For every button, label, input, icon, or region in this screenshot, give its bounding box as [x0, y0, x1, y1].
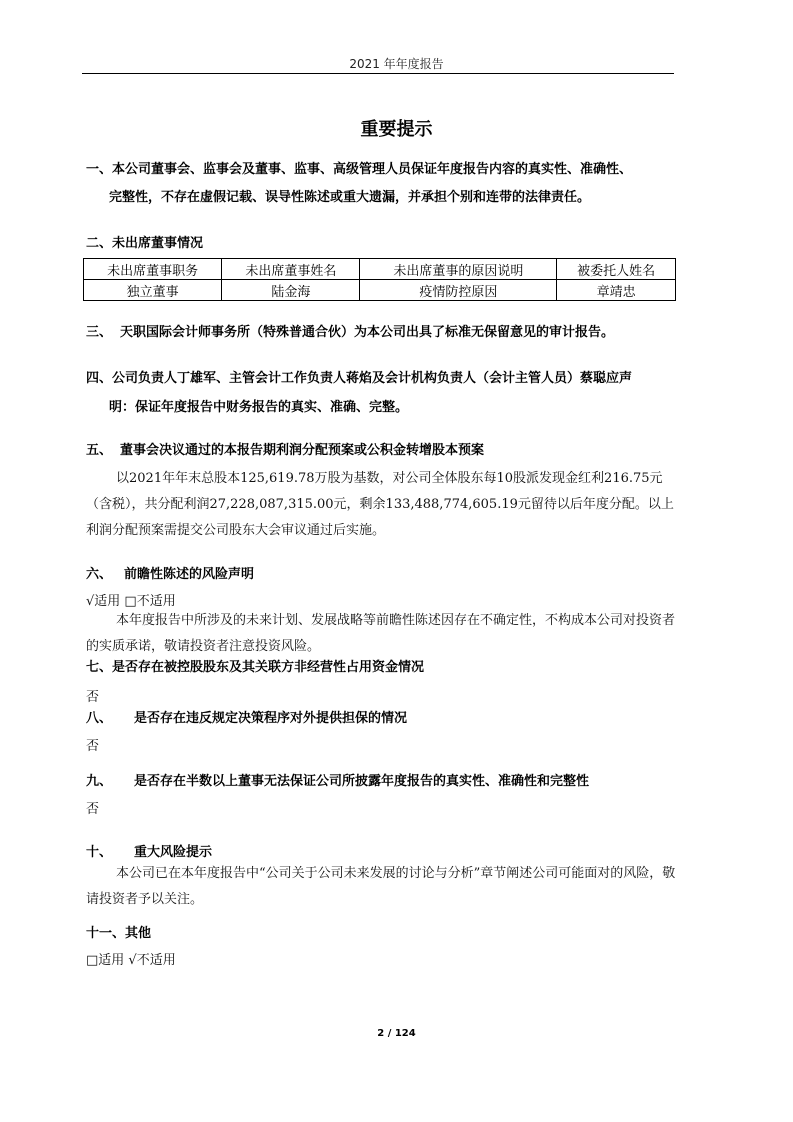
- section-6-applicability: √适用 □不适用: [86, 594, 176, 609]
- table-header-cell: 被委托人姓名: [557, 259, 676, 280]
- section-5-heading: [86, 439, 678, 458]
- section-10-title: 重大风险提示: [134, 845, 213, 860]
- table-header-cell: 未出席董事姓名: [222, 259, 360, 280]
- header-divider: [82, 73, 674, 74]
- section-1-line1: 本公司董事会、监事会及董事、监事、高级管理人员保证年度报告内容的真实性、准确性、: [112, 162, 633, 177]
- section-4-number: 四、: [86, 371, 113, 386]
- page-title: 重要提示: [360, 119, 433, 140]
- page-number: 2 / 124: [377, 1028, 416, 1039]
- table-cell: 章靖忠: [557, 280, 676, 301]
- absent-directors-table: [83, 258, 676, 301]
- section-7-number: 七、: [86, 660, 113, 675]
- section-11-number: 十一、: [86, 926, 126, 941]
- section-2-number: 二、: [86, 236, 113, 251]
- section-2-title: 未出席董事情况: [112, 236, 204, 251]
- table-header-cell: 未出席董事的原因说明: [360, 259, 557, 280]
- section-3-number: 三、: [86, 325, 113, 340]
- table-row: [84, 280, 676, 301]
- table-cell: 疫情防控原因: [360, 280, 557, 301]
- table-cell: 陆金海: [222, 280, 360, 301]
- section-3-heading: [86, 321, 678, 340]
- section-5-title: 董事会决议通过的本报告期利润分配预案或公积金转增股本预案: [120, 443, 485, 458]
- section-6-title: 前瞻性陈述的风险声明: [124, 567, 255, 582]
- section-9-answer: 否: [86, 802, 100, 817]
- section-10-number: 十、: [86, 845, 113, 860]
- section-4-line1: 公司负责人丁雄军、主管会计工作负责人蒋焰及会计机构负责人（会计主管人员）蔡聪应声: [112, 371, 633, 386]
- section-8-number: 八、: [86, 711, 113, 726]
- section-7-heading: [86, 656, 678, 675]
- section-10-heading: [86, 841, 678, 860]
- profit-distribution-text: 以2021年年末总股本125,619.78万股为基数，对公司全体股东每10股派发现金红利216.75元（含税），共分配利润27,228,087,315.00元，剩余133,488,774,605.19元留待以后年度分配。以上利润分配预案需提交公司股东大会审议通过后实施。: [86, 471, 674, 538]
- section-6-heading: [86, 563, 678, 582]
- section-4-line2: 明：保证年度报告中财务报告的真实、准确、完整。: [109, 400, 409, 415]
- section-5-number: 五、: [86, 443, 113, 458]
- section-11-title: 其他: [125, 926, 152, 941]
- section-7-title: 是否存在被控股股东及其关联方非经营性占用资金情况: [112, 660, 425, 675]
- section-1-line2: 完整性，不存在虚假记载、误导性陈述或重大遗漏，并承担个别和连带的法律责任。: [109, 190, 591, 205]
- section-8-answer: 否: [86, 739, 100, 754]
- section-8-heading: [86, 707, 678, 726]
- section-11-heading: [86, 922, 678, 941]
- table-header-cell: 未出席董事职务: [84, 259, 222, 280]
- table-cell: 独立董事: [84, 280, 222, 301]
- report-header-title: 2021 年年度报告: [349, 57, 444, 71]
- section-11-applicability: □适用 √不适用: [86, 953, 176, 968]
- section-2-heading: [86, 232, 678, 251]
- section-8-title: 是否存在违反规定决策程序对外提供担保的情况: [134, 711, 408, 726]
- section-9-heading: [86, 770, 678, 789]
- forward-looking-statement-text: 本年度报告中所涉及的未来计划、发展战略等前瞻性陈述因存在不确定性，不构成本公司对投资者的实质承诺，敬请投资者注意投资风险。: [86, 613, 676, 654]
- table-header-row: [84, 259, 676, 280]
- section-1-number: 一、: [86, 162, 113, 177]
- section-3-title: 天职国际会计师事务所（特殊普通合伙）为本公司出具了标准无保留意见的审计报告。: [120, 325, 615, 340]
- section-1-heading: [86, 158, 678, 177]
- section-4-heading: [86, 367, 678, 386]
- section-7-answer: 否: [86, 690, 100, 705]
- section-9-title: 是否存在半数以上董事无法保证公司所披露年度报告的真实性、准确性和完整性: [134, 774, 590, 789]
- section-9-number: 九、: [86, 774, 113, 789]
- section-6-number: 六、: [86, 567, 113, 582]
- major-risk-text: 本公司已在本年度报告中“公司关于公司未来发展的讨论与分析”章节阐述公司可能面对的风险，敬请投资者予以关注。: [86, 866, 676, 907]
